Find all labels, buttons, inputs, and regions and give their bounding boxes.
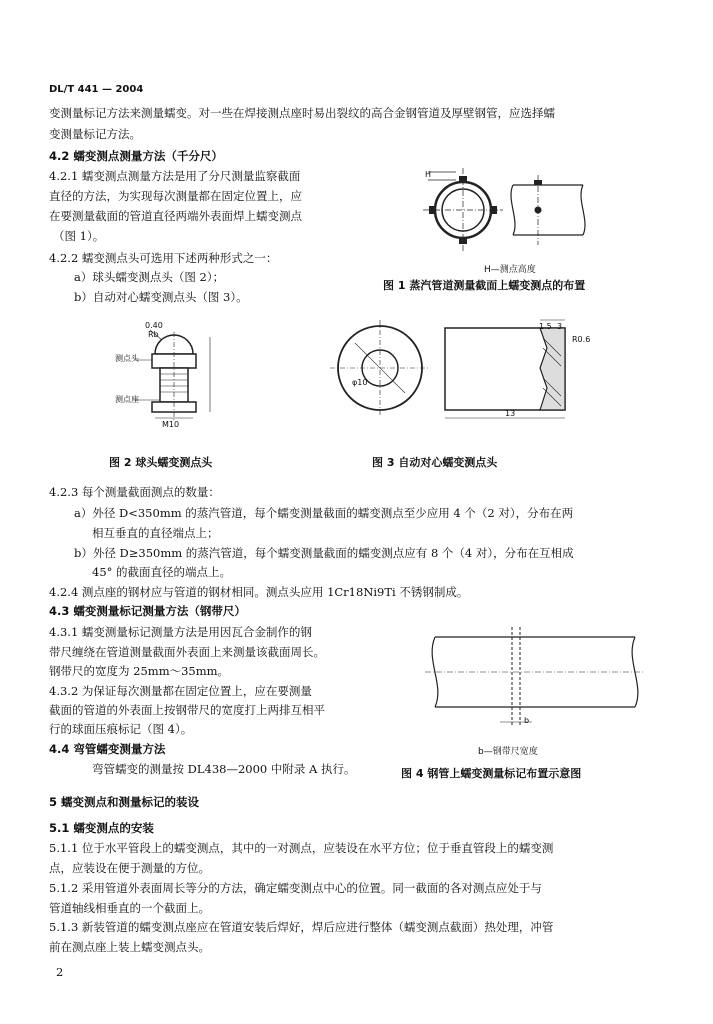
para-line: （图 1）。 <box>53 229 105 243</box>
figure-3-caption: 图 3 自动对心蠕变测点头 <box>372 456 498 469</box>
para-line: 前在测点座上装上蠕变测点头。 <box>49 940 210 954</box>
list-item: a）外径 D<350mm 的蒸汽管道，每个蠕变测量截面的蠕变测点至少应用 4 个（2 对），分布在两 <box>74 506 574 520</box>
para-line: 变测量标记方法来测量蠕变。对一些在焊接测点座时易出裂纹的高合金钢管道及厚壁钢管，应选择蠕 <box>49 106 555 120</box>
para-line: 4.2.1 蠕变测点测量方法是用了分尺测量监察截面 <box>49 169 301 183</box>
fig1-dim-h: H <box>425 170 432 179</box>
para-line: 5.1.2 采用管道外表面周长等分的方法，确定蠕变测点中心的位置。同一截面的各对测点应处于与 <box>49 881 542 895</box>
para-line: 5.1.1 位于水平管段上的蠕变测点，其中的一对测点，应装设在水平方位；位于垂直管段上的蠕变测 <box>49 841 554 855</box>
para-line: 4.3.1 蠕变测量标记测量方法是用因瓦合金制作的钢 <box>49 625 312 639</box>
list-item: b）自动对心蠕变测点头（图 3）。 <box>74 290 248 304</box>
figure-1-caption: 图 1 蒸汽管道测量截面上蠕变测点的布置 <box>383 279 586 292</box>
section-5-heading: 5 蠕变测点和测量标记的装设 <box>49 795 200 809</box>
fig1-note: H—测点高度 <box>484 265 536 275</box>
para-line: 4.2.3 每个测量截面测点的数量： <box>49 485 220 499</box>
para-line: 弯管蠕变的测量按 DL438—2000 中附录 A 执行。 <box>92 762 356 776</box>
para-line: 点，应装设在便于测量的方位。 <box>49 861 210 875</box>
para-line: 4.2.2 蠕变测点头可选用下述两种形式之一： <box>49 251 278 265</box>
section-4-4-heading: 4.4 弯管蠕变测量方法 <box>49 742 166 756</box>
para-line: 4.2.4 测点座的钢材应与管道的钢材相同。测点头应用 1Cr18Ni9Ti 不锈钢制成。 <box>49 585 469 599</box>
list-item: b）外径 D≥350mm 的蒸汽管道，每个蠕变测量截面的蠕变测点应有 8 个（4 对），分布在互相成 <box>74 546 574 560</box>
list-item: 相互垂直的直径端点上； <box>92 526 219 540</box>
fig2-dim-top: 0.40 <box>145 321 163 330</box>
para-line: 截面的管道的外表面上按钢带尺的宽度打上两排互相平 <box>49 703 325 717</box>
figure-3-drawing <box>325 318 585 428</box>
fig2-dim-m10: M10 <box>162 420 180 429</box>
figure-2-caption: 图 2 球头蠕变测点头 <box>109 456 213 469</box>
para-line: 管道轴线相垂直的一个截面上。 <box>49 901 210 915</box>
list-item: a）球头蠕变测点头（图 2）； <box>74 270 225 284</box>
fig4-dim-b: b <box>524 716 530 725</box>
para-line: 变测量标记方法。 <box>49 127 141 141</box>
fig4-note: b—钢带尺宽度 <box>478 747 538 757</box>
figure-1-drawing <box>418 160 598 260</box>
para-line: 钢带尺的宽度为 25mm～35mm。 <box>49 664 230 678</box>
section-4-2-heading: 4.2 蠕变测点测量方法（千分尺） <box>49 149 223 163</box>
fig2-label-base: 测点座 <box>115 395 139 404</box>
para-line: 4.3.2 为保证每次测量都在固定位置上，应在要测量 <box>49 684 312 698</box>
para-line: 直径的方法，为实现每次测量都在固定位置上，应 <box>49 189 302 203</box>
fig3-dim-r06: R0.6 <box>572 335 591 344</box>
fig3-dim-3: 3 <box>557 322 563 331</box>
fig3-dim-d: φ10 <box>352 378 368 387</box>
para-line: 在要测量截面的管道直径两端外表面焊上蠕变测点 <box>49 209 302 223</box>
page-number: 2 <box>56 965 64 979</box>
standard-number: DL/T 441 — 2004 <box>49 84 144 95</box>
list-item: 45° 的截面直径的端点上。 <box>92 565 232 579</box>
para-line: 带尺缠绕在管道测量截面外表面上来测量该截面周长。 <box>49 645 325 659</box>
section-5-1-heading: 5.1 蠕变测点的安装 <box>49 821 154 835</box>
section-4-3-heading: 4.3 蠕变测量标记测量方法（钢带尺） <box>49 604 246 618</box>
para-line: 5.1.3 新装管道的蠕变测点座应在管道安装后焊好，焊后应进行整体（蠕变测点截面）热处理，冲管 <box>49 920 554 934</box>
fig3-dim-1-5: 1.5 <box>539 322 552 331</box>
figure-4-drawing <box>420 625 650 740</box>
para-line: 行的球面压痕标记（图 4）。 <box>49 722 193 736</box>
fig2-label-head: 测点头 <box>115 354 139 363</box>
figure-4-caption: 图 4 钢管上蠕变测量标记布置示意图 <box>401 767 582 780</box>
fig2-dim-rb: Rb <box>148 330 159 339</box>
fig3-dim-13: 13 <box>505 409 516 418</box>
